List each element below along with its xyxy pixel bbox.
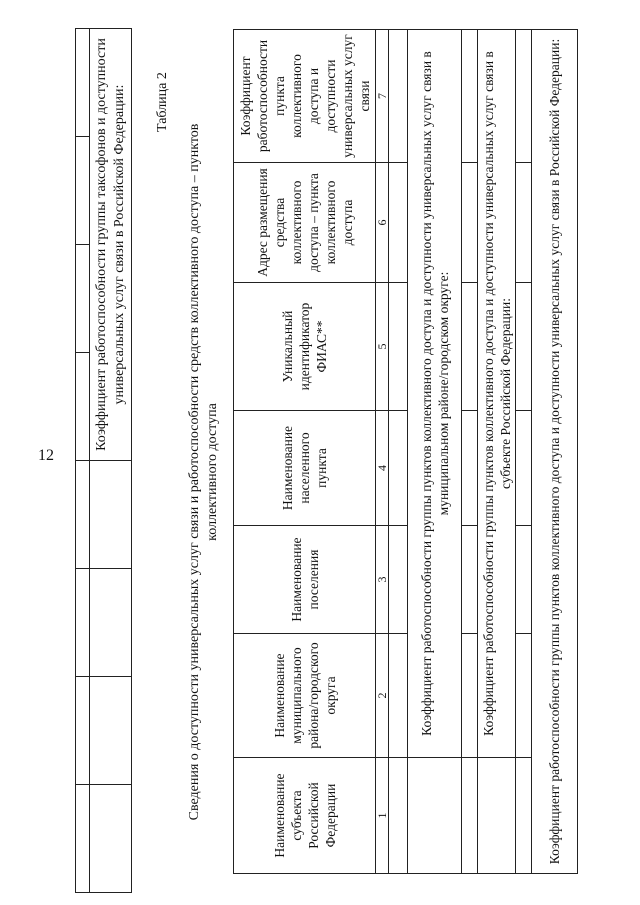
table-cell (389, 283, 408, 411)
summary-cell (90, 569, 132, 677)
table-cell (462, 30, 478, 163)
table-cell (462, 163, 478, 283)
table-cell (462, 634, 478, 758)
table-cell (389, 30, 408, 163)
table-cell (389, 411, 408, 526)
table-cell (462, 411, 478, 526)
table-cell (389, 634, 408, 758)
header-subject: Наименование субъекта Российской Федерации (234, 758, 376, 874)
table-cell (516, 30, 532, 163)
column-number: 7 (376, 30, 389, 163)
summary-cell (76, 137, 90, 245)
header-address: Адрес размещения средства коллективного доступа – пункта коллективного доступа (234, 163, 376, 283)
page-number: 12 (38, 447, 54, 464)
table-cell (408, 758, 462, 874)
table-cell (462, 758, 478, 874)
summary-cell (90, 461, 132, 569)
table-cell (462, 526, 478, 634)
summary-cell (76, 245, 90, 353)
column-number: 4 (376, 411, 389, 526)
summary-cell (90, 677, 132, 785)
summary-cell (76, 353, 90, 461)
summary-russia-coefficient: Коэффициент работоспособности группы таксофонов и доступности универсальных услуг связи в Российской Федерации: (90, 29, 132, 461)
header-settlement: Наименование поселения (234, 526, 376, 634)
table-cell (516, 283, 532, 411)
summary-row-russia: Коэффициент работоспособности группы пунктов коллективного доступа и доступности универсальных услуг связи в Российской Федерации: (532, 30, 578, 874)
summary-cell (76, 29, 90, 137)
summary-table (75, 29, 132, 893)
column-number: 5 (376, 283, 389, 411)
column-number: 3 (376, 526, 389, 634)
table-cell (516, 163, 532, 283)
header-municipal-district: Наименование муниципального района/городского округа (234, 634, 376, 758)
table-cell (389, 758, 408, 874)
header-locality: Наименование населенного пункта (234, 411, 376, 526)
column-number: 2 (376, 634, 389, 758)
table-cell (389, 526, 408, 634)
table-label: Таблица 2 (155, 72, 170, 132)
header-fias-id: Уникальный идентификатор ФИАС** (234, 283, 376, 411)
column-number: 1 (376, 758, 389, 874)
main-table (233, 30, 578, 874)
summary-cell (76, 569, 90, 677)
summary-row-subject: Коэффициент работоспособности группы пунктов коллективного доступа и доступности универсальных услуг связи в субъекте Российской Федерации: (478, 30, 516, 758)
table-cell (516, 634, 532, 758)
table-cell (478, 758, 516, 874)
summary-cell (90, 785, 132, 893)
table-cell (516, 758, 532, 874)
summary-cell (76, 677, 90, 785)
summary-cell (76, 785, 90, 893)
summary-cell (76, 461, 90, 569)
table-cell (389, 163, 408, 283)
table-cell (462, 283, 478, 411)
table-cell (516, 411, 532, 526)
header-coefficient: Коэффициент работоспособности пункта коллективного доступа и доступности универсальных услуг связи (234, 30, 376, 163)
section-title: Сведения о доступности универсальных услуг связи и работоспособности средств коллективного доступа – пунктов коллективного доступа (187, 123, 220, 821)
summary-row-district: Коэффициент работоспособности группы пунктов коллективного доступа и доступности универсальных услуг связи в муниципальном районе/городском округе: (408, 30, 462, 758)
column-number: 6 (376, 163, 389, 283)
table-cell (516, 526, 532, 634)
